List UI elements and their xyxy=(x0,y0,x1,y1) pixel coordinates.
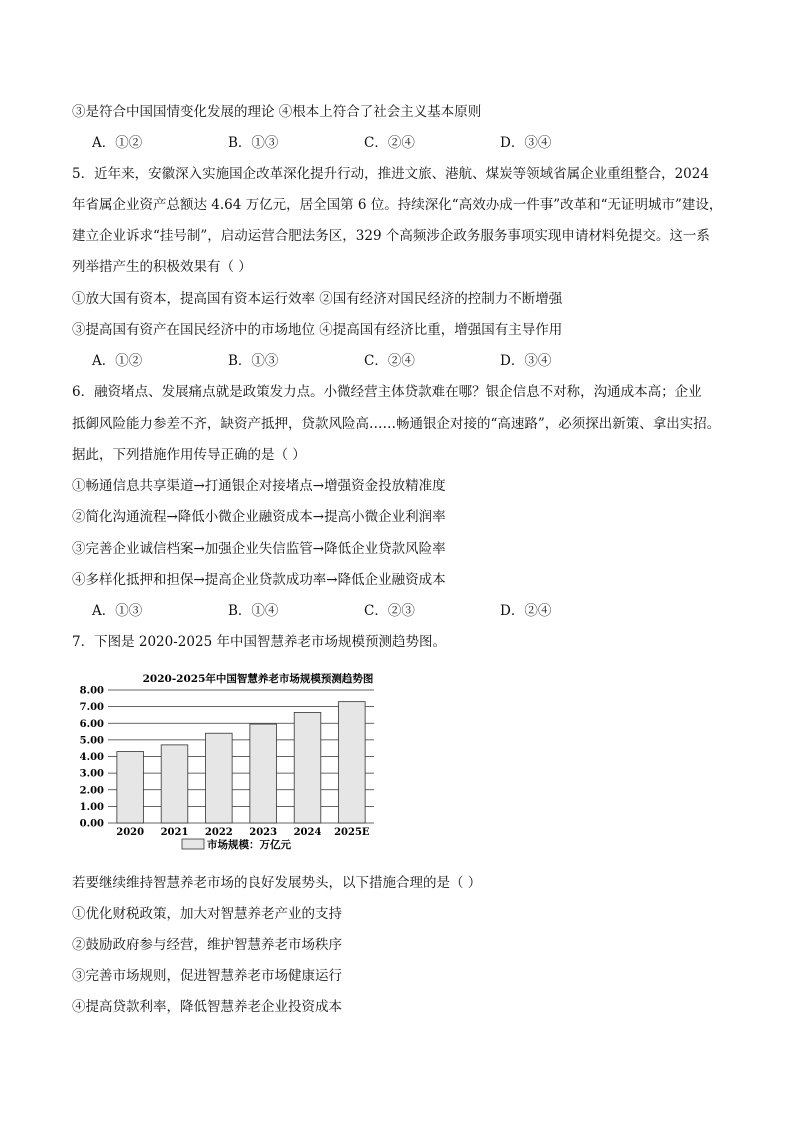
q6-stem-line: 抵御风险能力参差不齐，缺资产抵押，贷款风险高……畅通银企对接的“高速路”，必须探出新策、拿出实招。 xyxy=(72,416,721,432)
q6-stem-line: 据此，下列措施作用传导正确的是（ ） xyxy=(72,447,306,463)
q6-statement: ④多样化抵押和担保→提高企业贷款成功率→降低企业融资成本 xyxy=(72,572,446,588)
chart-x-ticks xyxy=(116,827,370,838)
q7-question: 若要继续维持智慧养老市场的良好发展势头，以下措施合理的是（ ） xyxy=(72,875,482,891)
q6-stem-line: 6．融资堵点、发展痛点就是政策发力点。小微经营主体贷款难在哪？银企信息不对称，沟通成本高；企业 xyxy=(72,384,702,400)
q4-option-a[interactable]: A．①② xyxy=(92,135,143,151)
bar xyxy=(161,745,188,823)
bar xyxy=(339,702,366,823)
q5-option-b[interactable]: B．①③ xyxy=(228,353,279,369)
y-tick-label: 7.00 xyxy=(79,702,104,714)
x-tick-label: 2020 xyxy=(116,827,145,838)
y-tick-label: 1.00 xyxy=(79,801,104,813)
x-tick-label: 2025E xyxy=(334,827,370,838)
y-tick-label: 5.00 xyxy=(79,735,104,747)
x-tick-label: 2024 xyxy=(293,827,322,838)
q5-stem-line: 年省属企业资产总额达 4.64 万亿元，居全国第 6 位。持续深化“高效办成一件事”改革和“无证明城市”建设， xyxy=(72,197,723,213)
q6-statement: ②简化沟通流程→降低小微企业融资成本→提高小微企业利润率 xyxy=(72,509,446,525)
q6-statement: ③完善企业诚信档案→加强企业失信监管→降低企业贷款风险率 xyxy=(72,541,446,557)
x-tick-label: 2022 xyxy=(204,827,233,838)
bar xyxy=(117,752,144,823)
q7-statement: ②鼓励政府参与经营，维护智慧养老市场秩序 xyxy=(72,937,342,953)
y-tick-label: 6.00 xyxy=(79,718,104,730)
q6-option-a[interactable]: A．①③ xyxy=(92,603,143,619)
chart-gridlines xyxy=(108,690,374,823)
chart-y-ticks xyxy=(80,686,104,830)
q4-option-d[interactable]: D．③④ xyxy=(500,135,552,151)
q5-option-a[interactable]: A．①② xyxy=(92,353,143,369)
legend-swatch xyxy=(182,839,204,849)
q4-statement-line: ③是符合中国国情变化发展的理论 ④根本上符合了社会主义基本原则 xyxy=(72,104,482,120)
q7-intro: 7．下图是 2020-2025 年中国智慧养老市场规模预测趋势图。 xyxy=(72,634,446,650)
q7-statement: ④提高贷款利率，降低智慧养老企业投资成本 xyxy=(72,999,342,1015)
y-tick-label: 2.00 xyxy=(79,785,104,797)
q7-statement: ①优化财税政策，加大对智慧养老产业的支持 xyxy=(72,906,342,922)
q5-stem-line: 建立企业诉求“挂号制”，启动运营合肥法务区，329 个高频涉企政务服务事项实现申请材料免提交。这一系 xyxy=(72,228,710,244)
bar xyxy=(294,712,321,823)
market-size-bar-chart xyxy=(72,664,382,854)
bar xyxy=(206,733,233,823)
q5-stem-line: 5．近年来，安徽深入实施国企改革深化提升行动，推进文旅、港航、煤炭等领域省属企业重组整合，2024 xyxy=(72,166,709,182)
q5-statement: ①放大国有资本，提高国有资本运行效率 ②国有经济对国民经济的控制力不断增强 xyxy=(72,291,563,307)
q6-option-b[interactable]: B．①④ xyxy=(228,603,279,619)
q5-option-c[interactable]: C．②④ xyxy=(364,353,415,369)
q4-option-b[interactable]: B．①③ xyxy=(228,135,279,151)
y-tick-label: 3.00 xyxy=(79,768,104,780)
q7-statement: ③完善市场规则，促进智慧养老市场健康运行 xyxy=(72,968,342,984)
bar xyxy=(250,724,277,823)
x-tick-label: 2023 xyxy=(249,827,278,838)
y-tick-label: 8.00 xyxy=(79,685,104,697)
y-tick-label: 0.00 xyxy=(79,818,104,830)
y-tick-label: 4.00 xyxy=(79,752,104,763)
q5-statement: ③提高国有资产在国民经济中的市场地位 ④提高国有经济比重，增强国有主导作用 xyxy=(72,322,563,338)
chart-bars xyxy=(117,702,365,823)
q5-option-d[interactable]: D．③④ xyxy=(500,353,552,369)
q4-option-c[interactable]: C．②④ xyxy=(364,135,415,151)
q6-statement: ①畅通信息共享渠道→打通银企对接堵点→增强资金投放精准度 xyxy=(72,478,446,494)
q6-option-c[interactable]: C．②③ xyxy=(364,603,415,619)
x-tick-label: 2021 xyxy=(160,827,189,838)
legend-label: 市场规模：万亿元 xyxy=(207,839,291,851)
chart-title: 2020-2025年中国智慧养老市场规模预测趋势图 xyxy=(142,673,374,685)
chart-legend xyxy=(182,838,291,851)
q5-stem-line: 列举措产生的积极效果有（ ） xyxy=(72,259,252,275)
q6-option-d[interactable]: D．②④ xyxy=(500,603,552,619)
